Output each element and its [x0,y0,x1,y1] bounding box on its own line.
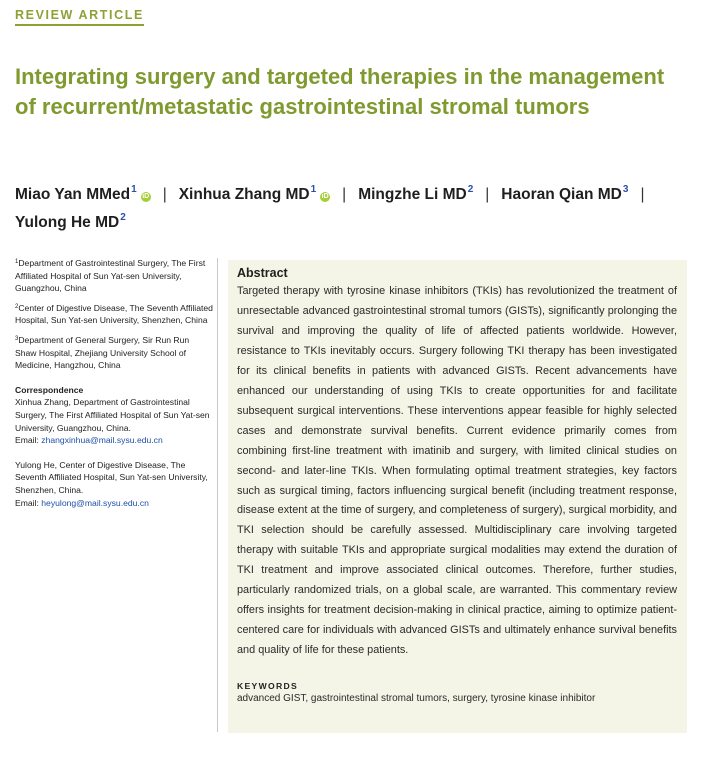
abstract-box [228,260,687,733]
keywords-heading: KEYWORDS [237,681,299,692]
correspondence-section [15,384,213,509]
author-affil-sup: 2 [467,184,474,195]
orcid-icon[interactable]: iD [321,193,329,200]
author-name: Mingzhe Li MD [358,186,467,203]
author-list [15,178,705,234]
correspondence-email-line [15,434,213,447]
column-divider [217,258,218,732]
author-4[interactable] [501,186,628,203]
author-name: Xinhua Zhang MD [178,186,310,203]
author-5[interactable] [15,214,126,231]
affiliation-text: Department of General Surgery, Sir Run Run Shaw Hospital, Zhejiang University School of Medicine, Hangzhou, China [15,334,190,371]
author-separator: | [342,186,347,203]
author-3[interactable] [358,186,473,203]
email-label: Email: [15,497,39,508]
keywords-text: advanced GIST, gastrointestinal stromal tumors, surgery, tyrosine kinase inhibitor [237,693,596,705]
orcid-icon[interactable]: iD [142,193,150,200]
abstract-text: Targeted therapy with tyrosine kinase inhibitors (TKIs) has revolutionized the treatment of unresectable advanced gastrointestinal stromal tumors (GISTs), significantly prolonging the survival and improving the quality of life of affected patients worldwide. However, resistance to TKIs inevitably occurs. Surgery following TKI therapy has been investigated for its clinical benefits in patients with advanced GISTs. Recent advancements have enhanced our understanding of using TKIs to create opportunities for and facilitate subsequent surgical interventions. These interventions appear feasible for highly selected cases and demonstrate survival benefits. Current evidence primarily comes from combining first-line treatment with imatinib and surgery, with limited clinical studies on second- and later-line TKIs. When formulating optimal treatment strategies, key factors such as surgical timing, factors influencing surgical benefit (including treatment response, disease extent at the time of surgery, and completeness of surgery), surgical morbidity, and TKI selection should be carefully assessed. Multidisciplinary care involving targeted therapy with suitable TKIs and appropriate surgical modalities may extend the duration of TKI treatment and improve associated clinical outcomes. Therefore, further studies, particularly randomized trials, on a global scale, are warranted. This commentary review offers insights for treatment decision-making in clinical practice, aiming to optimize patient-centered care for individuals with advanced GISTs and ultimately enhance survival benefits and quality of life for these patients. [237,285,677,657]
article-type-label: REVIEW ARTICLE [15,8,144,26]
correspondence-heading: Correspondence [15,384,84,395]
author-name: Yulong He MD [15,214,120,231]
email-link[interactable]: heyulong@mail.sysu.edu.cn [41,497,149,508]
author-name: Haoran Qian MD [501,186,622,203]
author-separator: | [640,186,645,203]
author-1[interactable] [15,186,151,203]
email-link[interactable]: zhangxinhua@mail.sysu.edu.cn [41,435,163,446]
email-label: Email: [15,435,39,446]
affiliation-text: Department of Gastrointestinal Surgery, The First Affiliated Hospital of Sun Yat-sen University, Guangzhou, China [15,258,206,294]
sidebar-metadata [15,256,213,509]
correspondence-email-line [15,497,213,510]
affiliation-text: Center of Digestive Disease, The Seventh Affiliated Hospital, Sun Yat-sen University, Shenzhen, China [15,302,213,326]
affiliation-2 [15,301,213,327]
author-separator: | [485,186,490,203]
author-affil-sup: 1 [131,184,137,195]
affiliation-number: 2 [15,303,19,310]
affiliation-1 [15,256,213,295]
author-2[interactable] [179,186,330,203]
author-affil-sup: 3 [622,184,629,195]
abstract-heading: Abstract [237,266,288,280]
affiliation-number: 1 [15,259,19,265]
article-title: Integrating surgery and targeted therapies in the management of recurrent/metastatic gastrointestinal stromal tumors [15,64,665,119]
correspondence-contact-2 [15,459,213,509]
affiliation-3 [15,333,213,372]
author-affil-sup: 2 [120,212,126,223]
author-name: Miao Yan MMed [15,186,131,203]
author-affil-sup: 1 [310,184,317,195]
affiliation-number: 3 [15,335,19,342]
author-separator: | [162,186,167,203]
correspondence-text: Xinhua Zhang, Department of Gastrointestinal Surgery, The First Affiliated Hospital of Sun Yat-sen University, Guangzhou, China. [15,397,210,433]
correspondence-text: Yulong He, Center of Digestive Disease, The Seventh Affiliated Hospital, Sun Yat-sen University, Shenzhen, China. [15,459,208,495]
